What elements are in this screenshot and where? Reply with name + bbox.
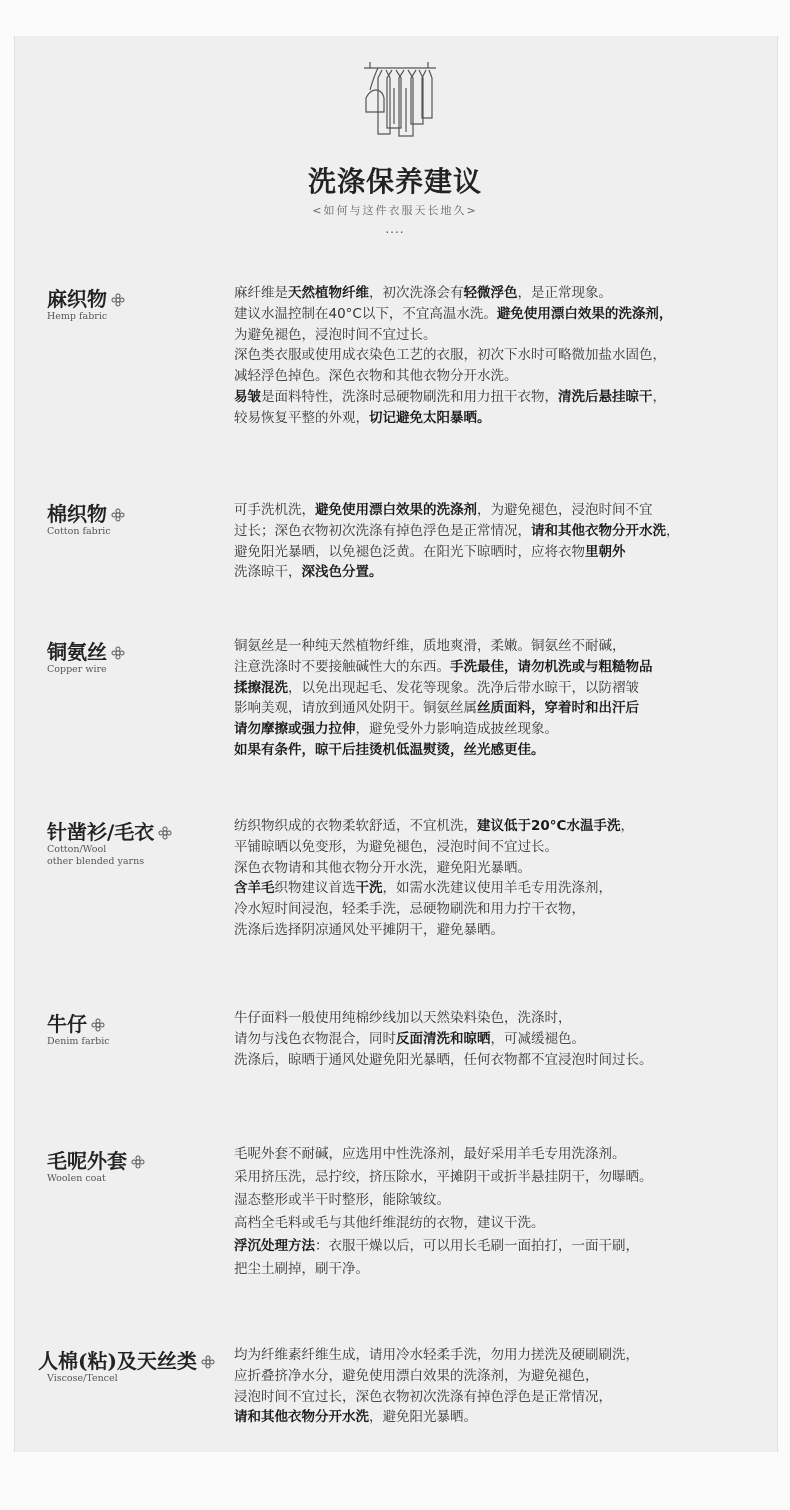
description-line [234,366,774,387]
description-line [234,816,774,837]
text-segment: 为避免褪色，浸泡时间不宜过长。 [234,326,437,343]
text-segment: 把尘土刷掉，刷干净。 [234,1261,369,1277]
highlight-text: 含羊毛 [234,880,275,897]
section-english-name [47,1036,110,1048]
text-segment: 浸泡时间不宜过长，深色衣物初次洗涤有掉色浮色是正常情况， [234,1388,612,1405]
highlight-text: 避免使用漂白效果的洗涤剂， [496,305,673,322]
text-segment: 织物建议首选 [274,880,356,897]
section-heading [47,1008,105,1037]
section-description [234,1143,774,1281]
text-segment: 过长；深色衣物初次洗涤有掉色浮色是正常情况， [234,522,531,539]
highlight-text: 轻微浮色 [463,285,518,301]
text-segment: 建议水温控制在40°C以下，不宜高温水洗。 [234,305,497,322]
text-segment: 毛呢外套不耐碱，应选用中性洗涤剂，最好采用羊毛专用洗涤剂。 [234,1146,626,1162]
text-segment: 减轻浮色掉色。深色衣物和其他衣物分开水洗。 [234,368,518,385]
description-line [234,542,774,563]
description-line [234,408,774,429]
text-segment: 避免阳光暴晒，以免褪色泛黄。在阳光下晾晒时，应将衣物 [234,543,585,560]
section-title: 铜氨丝 [47,640,107,664]
description-line [234,283,774,304]
text-segment: 可手洗机洗， [234,502,315,518]
description-line [234,719,774,740]
description-line [234,678,774,699]
section-heading [47,1145,145,1174]
section-english-name [47,844,144,868]
section-title: 针凿衫/毛衣 [47,820,155,844]
description-line [234,878,774,899]
description-line [234,387,774,408]
description-line [234,325,774,346]
text-segment: ，可减缓褪色。 [490,1030,585,1047]
text-segment: 较易恢复平整的外观， [234,409,369,426]
section-english-name [47,664,107,676]
text-segment: ， [620,818,634,834]
flower-icon [131,1155,145,1169]
description-line [234,837,774,858]
section-english-name [47,526,111,538]
section-description [234,816,774,941]
highlight-text: 如果有条件，晾干后挂烫机低温熨烫，丝光感更佳。 [234,741,545,758]
english-name-line: Denim farbic [47,1036,110,1047]
section-description [234,500,774,583]
description-line [234,1345,774,1366]
text-segment: 均为纤维素纤维生成，请用冷水轻柔手洗，勿用力搓洗及硬刷刷洗， [234,1347,639,1363]
description-line [234,1387,774,1408]
highlight-text: 请和其他衣物分开水洗 [531,522,666,539]
clothes-hanger-icon [358,58,440,142]
highlight-text: 丝质面料，穿着时和出汗后 [477,700,639,717]
text-segment: ，避免受外力影响造成披丝现象。 [355,721,558,738]
section-title: 人棉(粘)及天丝类 [38,1349,197,1373]
highlight-text: 避免使用漂白效果的洗涤剂 [315,502,477,518]
section-heading [38,1345,215,1374]
section-description [234,636,774,761]
text-segment: 深色衣物请和其他衣物分开水洗，避免阳光暴晒。 [234,859,531,876]
description-line [234,657,774,678]
text-segment: 麻纤维是 [234,285,288,301]
description-line [234,899,774,920]
description-line [234,1235,774,1258]
highlight-text: 反面清洗和晾晒 [396,1030,491,1047]
english-name-line: Hemp fabric [47,311,108,322]
description-line [234,636,774,657]
english-name-line: Woolen coat [47,1173,106,1184]
description-line [234,740,774,761]
text-segment: 铜氨丝是一种纯天然植物纤维，质地爽滑，柔嫩。铜氨丝不耐碱， [234,638,626,654]
highlight-text: 请和其他衣物分开水洗 [234,1409,369,1426]
english-name-line: Copper wire [47,664,107,675]
description-line [234,562,774,583]
description-line [234,698,774,719]
text-segment: ，避免阳光暴晒。 [369,1409,477,1426]
description-line [234,1143,774,1166]
description-line [234,1029,774,1050]
section-english-name [47,1373,118,1385]
text-segment: 牛仔面料一般使用纯棉纱线加以天然染料染色，洗涤时， [234,1010,572,1026]
page-title: 洗涤保养建议 [307,165,482,198]
description-line [234,1166,774,1189]
text-segment: 注意洗涤时不要接触碱性大的东西。 [234,658,450,675]
description-line [234,345,774,366]
section-title: 牛仔 [47,1012,87,1036]
text-segment: ， [666,522,680,539]
description-line [234,1050,774,1071]
section-english-name [47,1173,106,1185]
section-heading [47,498,125,527]
text-segment: ，是正常现象。 [517,285,612,301]
description-line [234,304,774,325]
section-heading [47,816,172,845]
text-segment: 采用挤压洗，忌拧绞，挤压除水，平摊阴干或折半悬挂阴干，勿曝晒。 [234,1169,653,1185]
title-divider: .... [385,222,405,236]
description-line [234,858,774,879]
highlight-text: 建议低于20°C水温手洗 [477,818,621,834]
section-heading [47,283,125,312]
text-segment: 平铺晾晒以免变形，为避免褪色，浸泡时间不宜过长。 [234,838,558,855]
highlight-text: 手洗最佳，请勿机洗或与粗糙物品 [450,658,653,675]
description-line [234,1407,774,1428]
text-segment: 应折叠挤净水分，避免使用漂白效果的洗涤剂，为避免褪色， [234,1367,599,1384]
highlight-text: 易皱 [234,388,261,405]
text-segment: 是面料特性，洗涤时忌硬物刷洗和用力扭干衣物， [261,388,558,405]
flower-icon [111,646,125,660]
text-segment: ，初次洗涤会有 [369,285,464,301]
description-line [234,1212,774,1235]
text-segment: 冷水短时间浸泡，轻柔手洗，忌硬物刷洗和用力拧干衣物， [234,901,585,918]
text-segment: ，以免出现起毛、发花等现象。洗净后带水晾干，以防褶皱 [288,679,639,696]
text-segment: ：衣服干燥以后，可以用长毛刷一面拍打，一面干刷， [315,1238,639,1254]
section-description [234,1345,774,1428]
text-segment: 洗涤后，晾晒于通风处避免阳光暴晒，任何衣物都不宜浸泡时间过长。 [234,1051,653,1068]
highlight-text: 里朝外 [585,543,626,560]
flower-icon [111,508,125,522]
flower-icon [91,1018,105,1032]
text-segment: 高档全毛料或毛与其他纤维混纺的衣物，建议干洗。 [234,1215,545,1231]
description-line [234,1366,774,1387]
text-segment: ，为避免褪色，浸泡时间不宜 [477,502,653,518]
text-segment: 纺织物织成的衣物柔软舒适，不宜机洗， [234,818,477,834]
description-line [234,500,774,521]
highlight-text: 揉擦混洗 [234,679,288,696]
highlight-text: 切记避免太阳暴晒。 [369,409,491,426]
english-name-line: Cotton fabric [47,526,111,537]
highlight-text: 天然植物纤维 [288,285,369,301]
text-segment: 请勿与浅色衣物混合，同时 [234,1030,396,1047]
section-description [234,1008,774,1070]
description-line [234,920,774,941]
english-name-line: Cotton/Wool [47,844,107,855]
section-title: 棉织物 [47,502,107,526]
section-description [234,283,774,429]
text-segment: 湿态整形或半干时整形，能除皱纹。 [234,1192,450,1208]
text-segment: ， [652,388,666,405]
description-line [234,521,774,542]
highlight-text: 干洗 [355,880,383,897]
english-name-line: Viscose/Tencel [47,1373,118,1384]
highlight-text: 请勿摩擦或强力拉伸 [234,721,356,738]
description-line [234,1189,774,1212]
text-segment: ，如需水洗建议使用羊毛专用洗涤剂， [382,880,612,897]
highlight-text: 浮沉处理方法 [234,1238,315,1254]
highlight-text: 深浅色分置。 [301,564,383,581]
section-title: 麻织物 [47,287,107,311]
text-segment: 影响美观，请放到通风处阴干。铜氨丝属 [234,700,477,717]
section-english-name [47,311,107,323]
text-segment: 洗涤晾干， [234,564,302,581]
flower-icon [158,826,172,840]
flower-icon [111,293,125,307]
section-heading [47,636,125,665]
flower-icon [201,1355,215,1369]
description-line [234,1008,774,1029]
description-line [234,1258,774,1281]
section-title: 毛呢外套 [47,1149,127,1173]
text-segment: 深色类衣服或使用成衣染色工艺的衣服，初次下水时可略微加盐水固色， [234,347,666,364]
text-segment: 洗涤后选择阴凉通风处平摊阴干，避免暴晒。 [234,921,504,938]
page-subtitle: <如何与这件衣服天长地久> [312,204,478,217]
highlight-text: 清洗后悬挂晾干 [558,388,653,405]
english-name-line: other blended yarns [47,856,145,867]
